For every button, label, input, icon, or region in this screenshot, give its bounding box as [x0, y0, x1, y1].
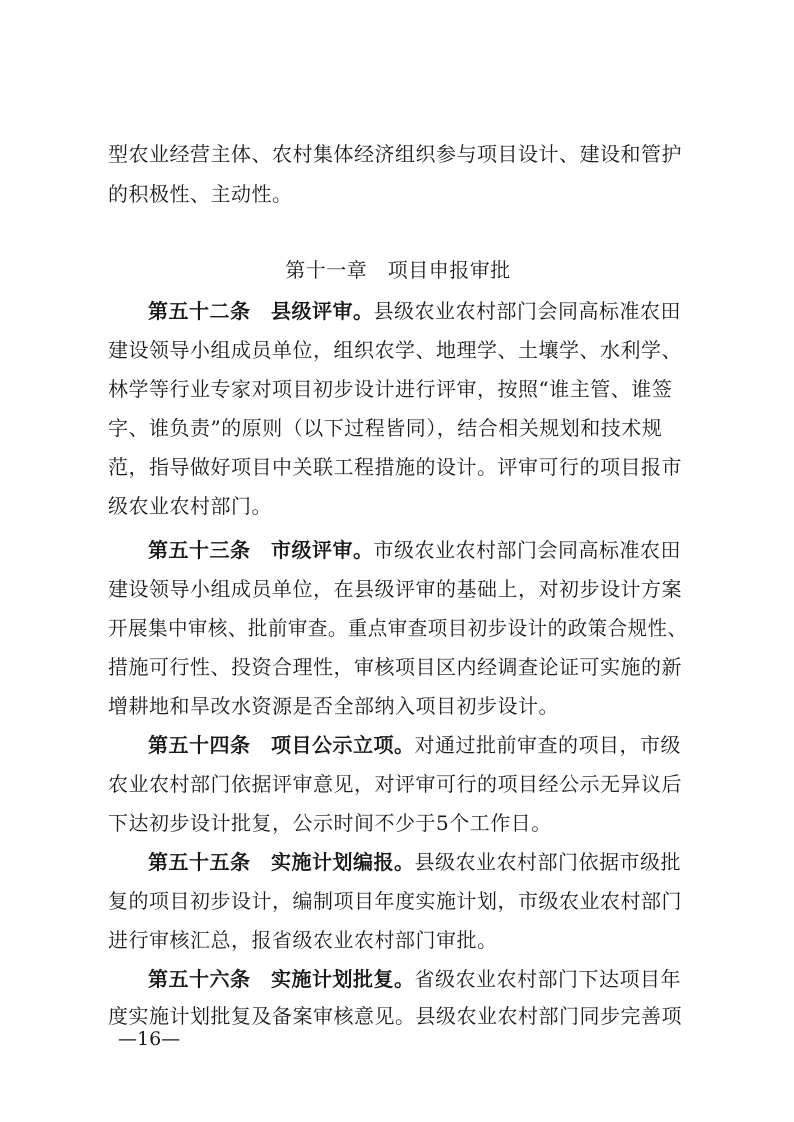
article-53-line: 增耕地和旱改水资源是否全部纳入项目初步设计。 — [108, 694, 559, 718]
article-54-heading: 第五十四条 项目公示立项。 — [148, 733, 415, 757]
article-52-line: 建设领导小组成员单位，组织农学、地理学、土壤学、水利学、 — [108, 338, 682, 362]
article-53-text: 市级农业农村部门会同高标准农田 — [373, 538, 681, 562]
intro-line-2: 的积极性、主动性。 — [108, 182, 293, 206]
article-56-text: 省级农业农村部门下达项目年 — [414, 967, 681, 991]
article-52-heading: 第五十二条 县级评审。 — [148, 299, 374, 323]
chapter-title: 第十一章 项目申报审批 — [285, 258, 511, 282]
article-53-first-line — [148, 535, 681, 565]
article-54-line: 农业农村部门依据评审意见，对评审可行的项目经公示无异议后 — [108, 772, 682, 796]
article-55-heading: 第五十五条 实施计划编报。 — [148, 850, 415, 874]
article-52-line: 字、谁负责”的原则（以下过程皆同），结合相关规划和技术规 — [108, 416, 663, 440]
article-53-heading: 第五十三条 市级评审。 — [148, 538, 374, 562]
article-54-line: 下达初步设计批复，公示时间不少于5个工作日。 — [108, 811, 552, 835]
article-53-line: 建设领导小组成员单位，在县级评审的基础上，对初步设计方案 — [108, 577, 682, 601]
intro-line-1: 型农业经营主体、农村集体经济组织参与项目设计、建设和管护 — [108, 142, 682, 166]
article-54-first-line — [148, 730, 681, 760]
article-52-line: 范，指导做好项目中关联工程措施的设计。评审可行的项目报市 — [108, 455, 682, 479]
article-54-text: 对通过批前审查的项目，市级 — [414, 733, 681, 757]
article-52-line: 林学等行业专家对项目初步设计进行评审，按照“谁主管、谁签 — [108, 377, 673, 401]
article-56-line: 度实施计划批复及备案审核意见。县级农业农村部门同步完善项 — [108, 1004, 682, 1028]
article-55-text: 县级农业农村部门依据市级批 — [414, 850, 681, 874]
article-52-text: 县级农业农村部门会同高标准农田 — [373, 299, 681, 323]
article-52-first-line — [148, 296, 681, 326]
article-55-line: 复的项目初步设计，编制项目年度实施计划，市级农业农村部门 — [108, 889, 682, 913]
article-56-first-line — [148, 964, 681, 994]
article-56-heading: 第五十六条 实施计划批复。 — [148, 967, 415, 991]
page-number: —16— — [118, 1028, 181, 1050]
article-53-line: 开展集中审核、批前审查。重点审查项目初步设计的政策合规性、 — [108, 616, 688, 640]
article-52-line: 级农业农村部门。 — [108, 494, 272, 518]
article-53-line: 措施可行性、投资合理性，审核项目区内经调查论证可实施的新 — [108, 655, 682, 679]
article-55-first-line — [148, 847, 681, 877]
article-55-line: 进行审核汇总，报省级农业农村部门审批。 — [108, 928, 498, 952]
